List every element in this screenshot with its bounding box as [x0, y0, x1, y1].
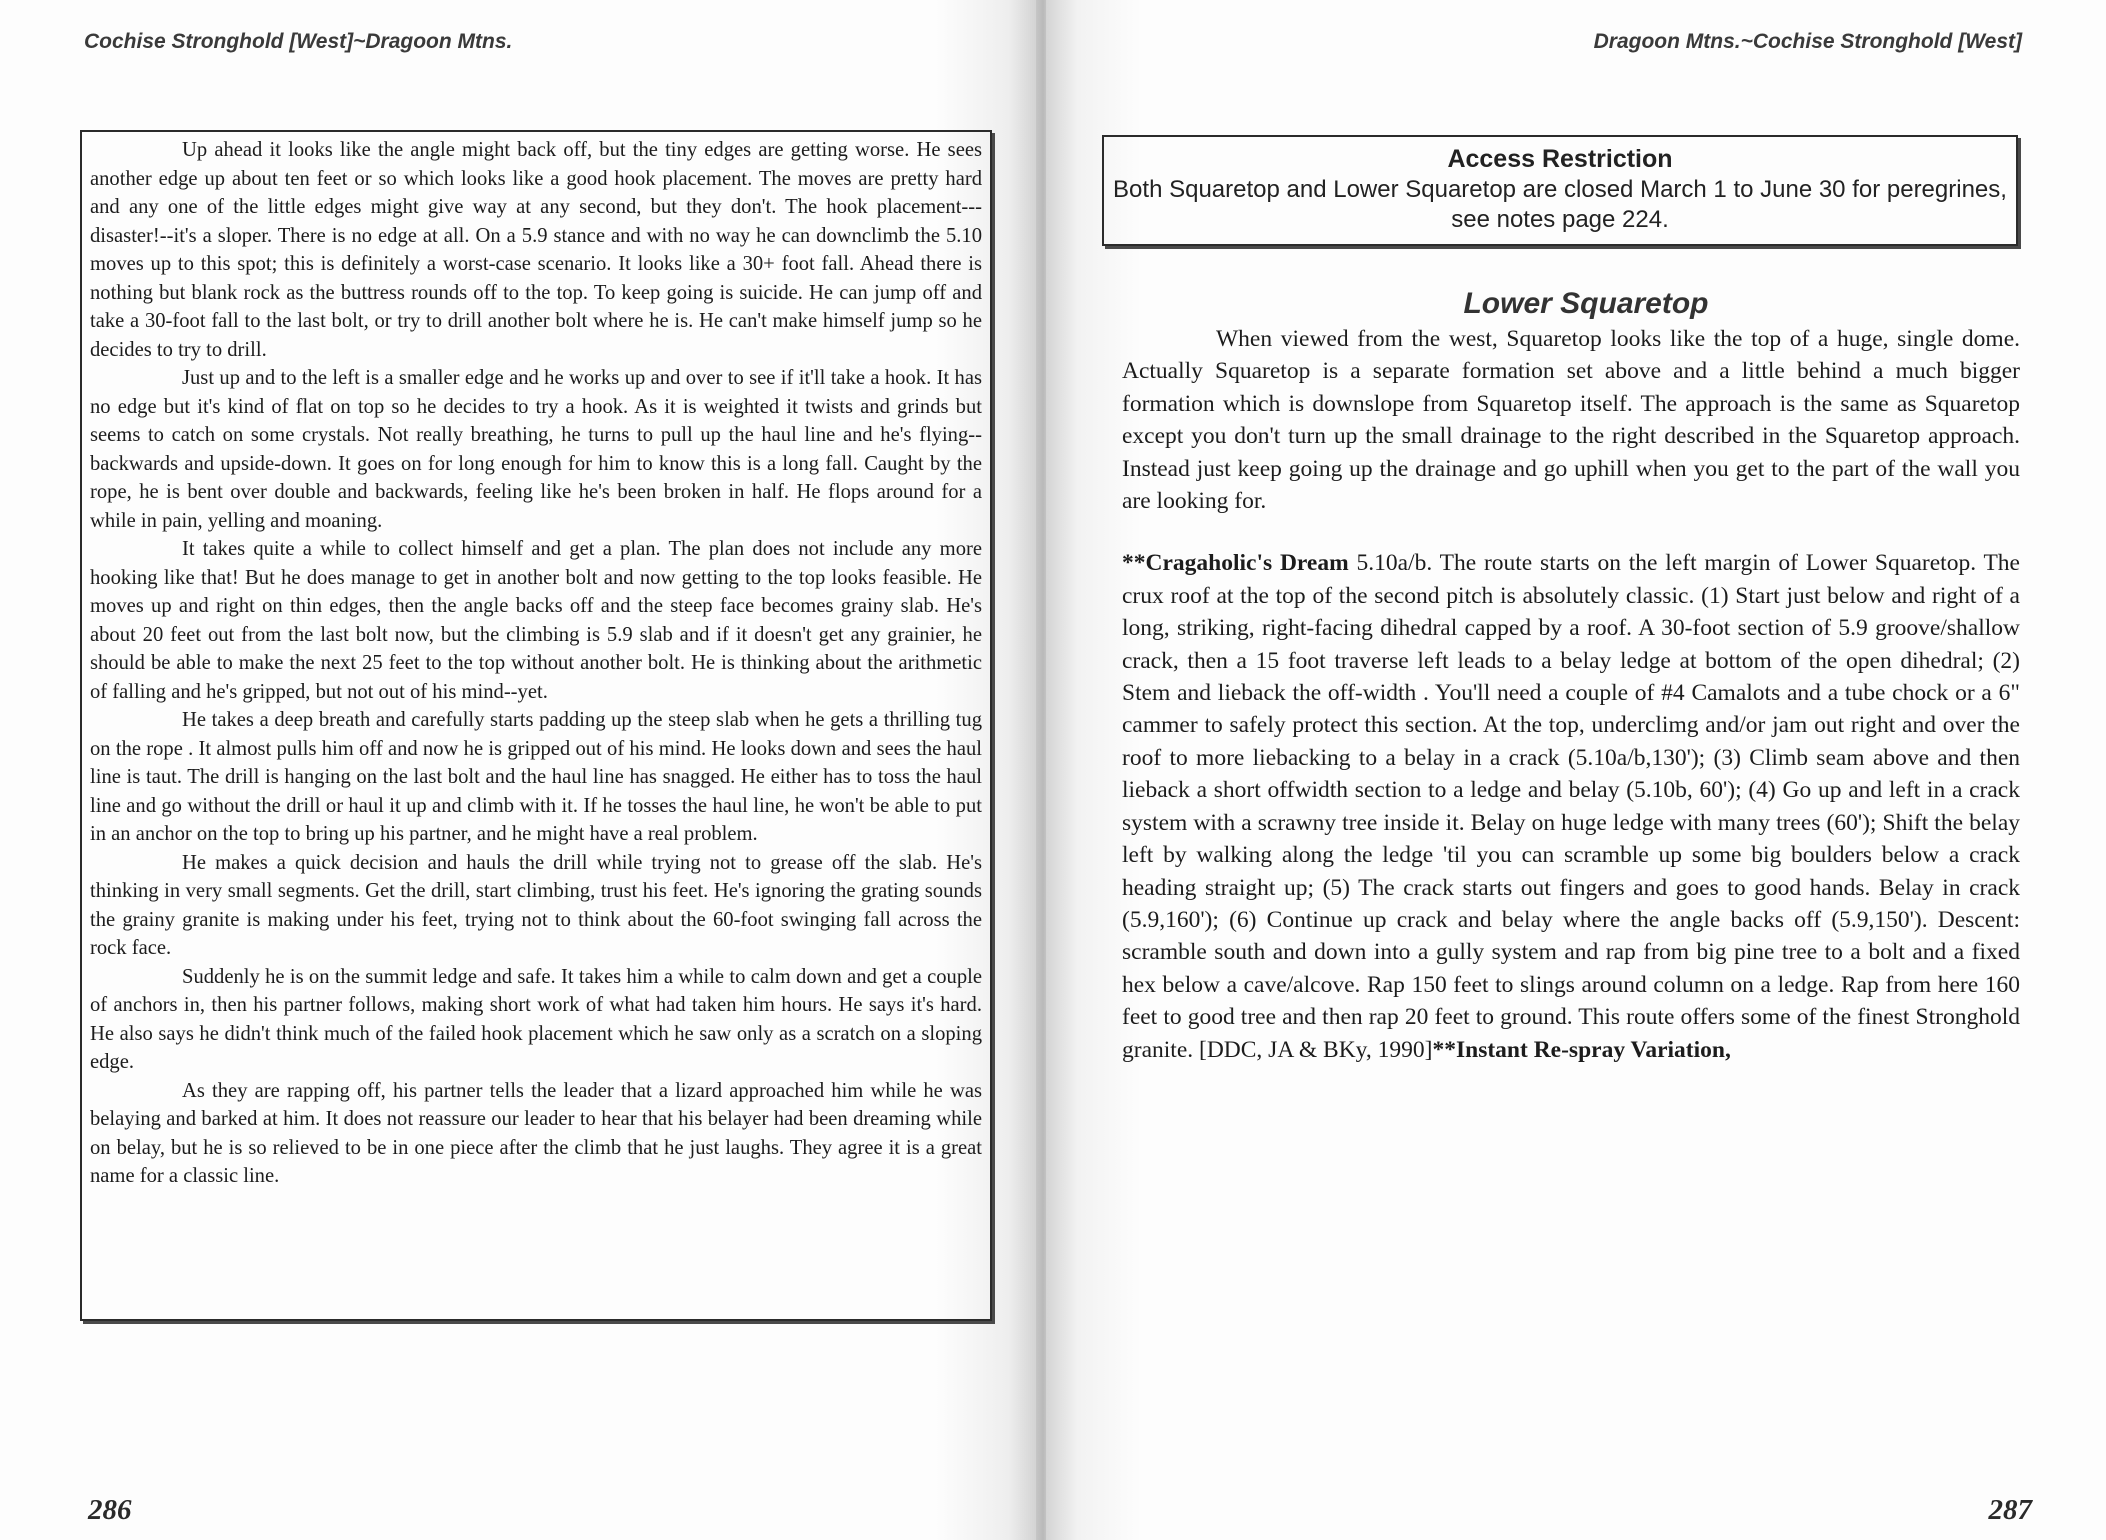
story-paragraph: Just up and to the left is a smaller edge and he works up and over to see if it'll take a hook. It has no edge but it's kind of flat on top so he decides to try a hook. As it is weighted it twists and grinds but seems to catch on some crystals. Not really breathing, he turns to pull up the haul line and he's flying--backwards and upside-down. It goes on for long enough for him to know this is a long fall. Caught by the rope, he is bent over double and backwards, feeling like he's been broken in half. He flops around for a while in pain, yelling and moaning. [90, 367, 982, 532]
page-number-left: 286 [88, 1494, 132, 1526]
page-number-right: 287 [1988, 1494, 2032, 1526]
route-paragraph [1122, 547, 2020, 1066]
route-name: **Cragaholic's Dream [1122, 550, 1349, 577]
access-restriction-box [1102, 135, 2018, 246]
access-restriction-text: Both Squaretop and Lower Squaretop are closed March 1 to June 30 for peregrines, see notes page 224. [1113, 176, 2007, 233]
story-paragraph: It takes quite a while to collect himself and get a plan. The plan does not include any more hooking like that! But he does manage to get in another bolt and now getting to the top looks feasible. He moves up and right on thin edges, then the angle backs off and the steep face becomes grainy slab. He's about 20 feet out from the last bolt now, but the climbing is 5.9 slab and if it doesn't get any grainier, he should be able to make the next 25 feet to the top without another bolt. He is thinking about the arithmetic of falling and he's gripped, but not out of his mind--yet. [90, 538, 982, 703]
running-head-left: Cochise Stronghold [West]~Dragoon Mtns. [84, 30, 513, 53]
story-paragraph: Up ahead it looks like the angle might back off, but the tiny edges are getting worse. He sees another edge up about ten feet or so which looks like a good hook placement. The moves are pretty hard and any one of the little edges might give way at any second, but they don't. The hook placement--- disaster!--it's a sloper. There is no edge at all. On a 5.9 stance and with no way he can downclimb the 5.10 moves up to this spot; this is definitely a worst-case scenario. It looks like a 30+ foot fall. Ahead there is nothing but blank rock as the buttress rounds off to the top. To keep going is suicide. He can jump off and take a 30-foot fall to the last bolt, or try to drill another bolt where he is. He can't make himself jump so he decides to try to drill. [90, 139, 982, 361]
left-page [0, 0, 1040, 1540]
story-paragraph: He makes a quick decision and hauls the drill while trying not to grease off the slab. He's thinking in very small segments. Get the drill, start climbing, trust his feet. He's ignoring the grating sounds the grainy granite is making under his feet, trying not to think about the 60-foot swinging fall across the rock face. [90, 851, 982, 959]
route-description: 5.10a/b. The route starts on the left margin of Lower Squaretop. The crux roof at the top of the second pitch is absolutely classic. (1) Start just below and right of a long, striking, right-facing dihedral capped by a roof. A 30-foot section of 5.9 groove/shallow crack, then a 15 foot traverse left leads to a belay ledge at bottom of the open dihedral; (2) Stem and lieback the off-width . You'll need a couple of #4 Camalots and a tube chock or a 6" cammer to safely protect this section. At the top, underclimg and/or jam out right and over the roof to more liebacking to a belay in a crack (5.10a/b,130'); (3) Climb seam above and then lieback a short offwidth section to a ledge and belay (5.10b, 60'); (4) Go up and left in a crack system with a scrawny tree inside it. Belay on huge ledge with many trees (60'); Shift the belay left by walking along the ledge 'til you can scramble up some big boulders below a crack heading straight up; (5) The crack starts out fingers and goes to good hands. Belay in crack (5.9,160'); (6) Continue up crack and belay where the angle backs off (5.9,150'). Descent: scramble south and down into a gully system and rap from big pine tree to a bolt and a fixed hex below a cave/alcove. Rap 150 feet to slings around column on a ledge. Rap from here 160 feet to good tree and then rap 20 feet to ground. This route offers some of the finest Stronghold granite. [DDC, JA & BKy, 1990] [1122, 550, 2020, 1063]
route-variation: **Instant Re-spray Variation, [1432, 1036, 1731, 1063]
story-paragraph: Suddenly he is on the summit ledge and safe. It takes him a while to calm down and get a couple of anchors in, then his partner follows, making short work of what had taken him hours. He says it's hard. He also says he didn't think much of the failed hook placement which he saw only as a scratch on a sloping edge. [90, 965, 982, 1073]
story-paragraph: As they are rapping off, his partner tells the leader that a lizard approached him while he was belaying and barked at him. It does not reassure our leader to hear that his belayer had been dreaming while on belay, but he is so relieved to be in one piece after the climb that he just laughs. They agree it is a great name for a classic line. [90, 1079, 982, 1187]
access-restriction-title: Access Restriction [1447, 145, 1673, 173]
intro-paragraph: When viewed from the west, Squaretop looks like the top of a huge, single dome. Actually Squaretop is a separate formation set above and a little behind a much bigger formation which is downslope from Squaretop itself. The approach is the same as Squaretop except you don't turn up the small drainage to the right described in the Squaretop approach. Instead just keep going up the drainage and go uphill when you get to the part of the wall you are looking for. [1122, 326, 2020, 515]
story-box [80, 130, 992, 1321]
route-description-body [1122, 323, 2020, 1066]
section-title: Lower Squaretop [1463, 287, 1709, 320]
right-page [1046, 0, 2106, 1540]
running-head-right: Dragoon Mtns.~Cochise Stronghold [West] [1593, 30, 2022, 53]
story-paragraph: He takes a deep breath and carefully starts padding up the steep slab when he gets a thrilling tug on the rope . It almost pulls him off and now he is gripped out of his mind. He looks down and sees the haul line is taut. The drill is hanging on the last bolt and the haul line has snagged. He either has to toss the haul line and go without the drill or haul it up and climb with it. If he tosses the haul line, he won't be able to put in an anchor on the top to bring up his partner, and he might have a real problem. [90, 709, 982, 845]
